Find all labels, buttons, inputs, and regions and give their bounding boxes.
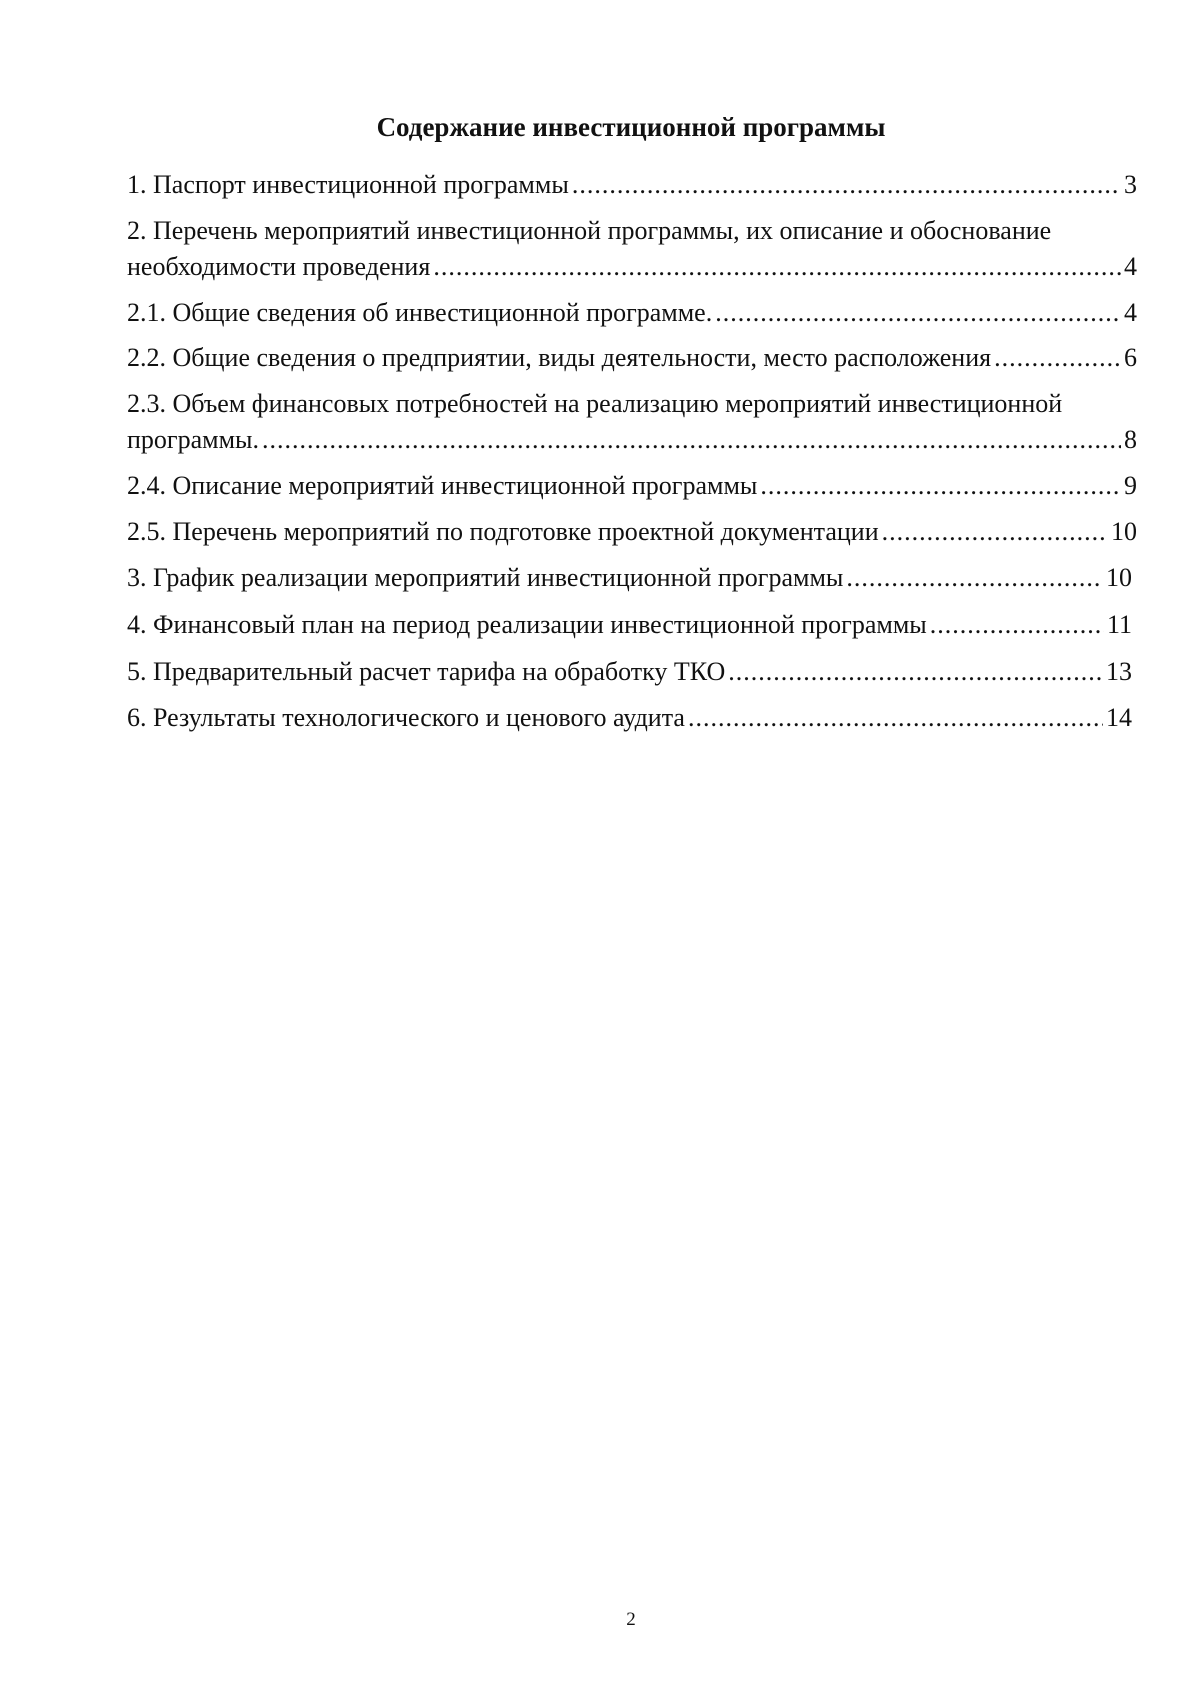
dot-leader bbox=[688, 701, 1103, 734]
dot-leader bbox=[760, 469, 1121, 502]
toc-entry-text: необходимости проведения bbox=[127, 252, 431, 281]
toc-entry-page: 6 bbox=[1124, 343, 1137, 372]
toc-entry-6[interactable] bbox=[127, 701, 1132, 734]
toc-entry-text: программы. bbox=[127, 425, 259, 454]
toc-entry-page: 4 bbox=[1124, 298, 1137, 327]
toc-entry-2-3[interactable] bbox=[127, 423, 1137, 456]
toc-entry-page: 10 bbox=[1111, 517, 1137, 546]
toc-entry-2-1[interactable] bbox=[127, 296, 1137, 329]
toc-entry-text: 2.5. Перечень мероприятий по подготовке проектной документации bbox=[127, 517, 879, 546]
toc-entry-page: 13 bbox=[1106, 657, 1132, 686]
dot-leader bbox=[930, 608, 1104, 641]
dot-leader bbox=[572, 168, 1121, 201]
dot-leader bbox=[715, 296, 1121, 329]
toc-entry-2-5[interactable] bbox=[127, 515, 1137, 548]
page-number: 2 bbox=[626, 1609, 636, 1630]
toc-entry-5[interactable] bbox=[127, 655, 1132, 688]
dot-leader bbox=[262, 423, 1121, 456]
toc-entry-page: 10 bbox=[1106, 563, 1132, 592]
toc-entry-2[interactable] bbox=[127, 250, 1137, 283]
toc-entry-page: 4 bbox=[1124, 252, 1137, 281]
toc-entry-text: 3. График реализации мероприятий инвестиционной программы bbox=[127, 563, 844, 592]
dot-leader bbox=[846, 561, 1103, 594]
toc-entry-2-3-line-1[interactable]: 2.3. Объем финансовых потребностей на реализацию мероприятий инвестиционной bbox=[127, 389, 1063, 418]
toc-entry-2-line-1[interactable]: 2. Перечень мероприятий инвестиционной программы, их описание и обоснование bbox=[127, 216, 1052, 245]
dot-leader bbox=[433, 250, 1121, 283]
dot-leader bbox=[728, 655, 1103, 688]
toc-entry-text: 2.4. Описание мероприятий инвестиционной программы bbox=[127, 471, 758, 500]
toc-entry-3[interactable] bbox=[127, 561, 1132, 594]
toc-entry-text: 2.2. Общие сведения о предприятии, виды деятельности, место расположения bbox=[127, 343, 992, 372]
toc-entry-text: 4. Финансовый план на период реализации инвестиционной программы bbox=[127, 610, 927, 639]
toc-entry-4[interactable] bbox=[127, 608, 1132, 641]
toc-entry-page: 14 bbox=[1106, 703, 1132, 732]
toc-entry-text: 1. Паспорт инвестиционной программы bbox=[127, 170, 569, 199]
toc-entry-page: 9 bbox=[1124, 471, 1137, 500]
dot-leader bbox=[882, 515, 1108, 548]
toc-entry-1[interactable] bbox=[127, 168, 1137, 201]
toc-entry-page: 11 bbox=[1106, 610, 1132, 639]
toc-entry-text: 5. Предварительный расчет тарифа на обработку ТКО bbox=[127, 657, 726, 686]
table-of-contents bbox=[127, 0, 1147, 800]
toc-entry-2-2[interactable] bbox=[127, 341, 1137, 374]
toc-entry-2-4[interactable] bbox=[127, 469, 1137, 502]
toc-entry-page: 8 bbox=[1124, 425, 1137, 454]
toc-entry-text: 2.1. Общие сведения об инвестиционной программе. bbox=[127, 298, 713, 327]
toc-entry-page: 3 bbox=[1124, 170, 1137, 199]
dot-leader bbox=[994, 341, 1121, 374]
toc-entry-text: 6. Результаты технологического и ценового аудита bbox=[127, 703, 685, 732]
toc-title: Содержание инвестиционной программы bbox=[376, 112, 886, 142]
